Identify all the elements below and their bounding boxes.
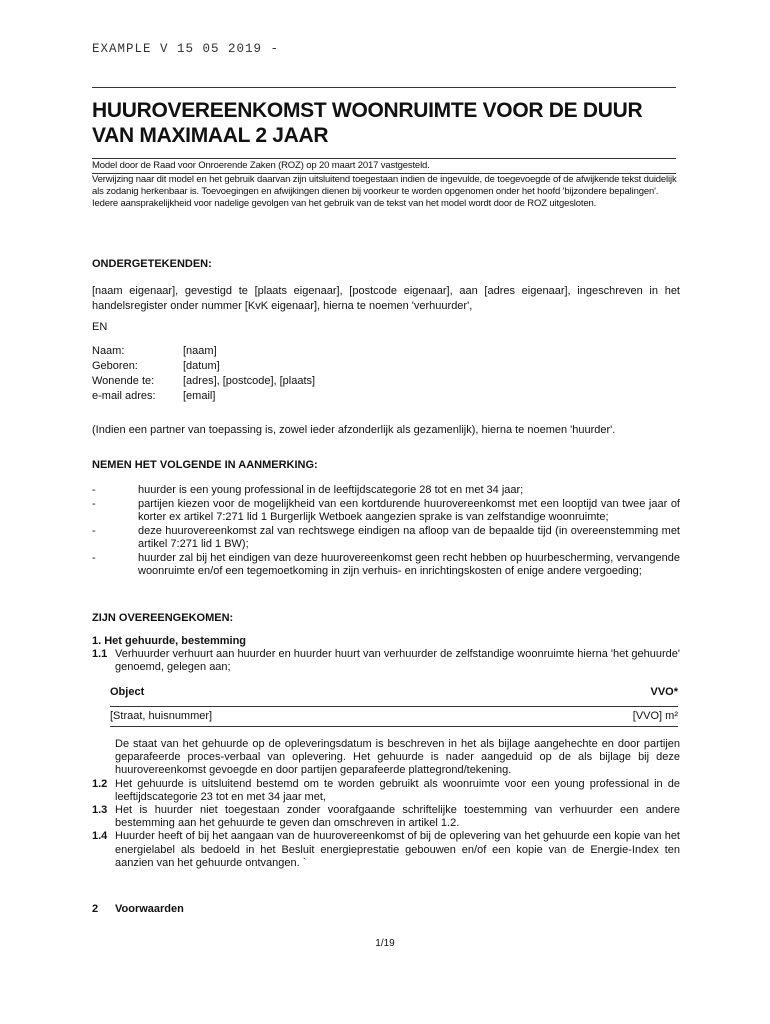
article-1-4 [92, 830, 680, 870]
model-note-line: Model door de Raad voor Onroerende Zaken (ROZ) op 20 maart 2017 vastgesteld. [92, 160, 430, 171]
verhuurder-text: [naam eigenaar], gevestigd te [plaats eigenaar], [postcode eigenaar], aan [adres eigenaar], ingeschreven in het handelsregister onder nummer [KvK eigenaar], hierna te noemen 'verhuurder', [92, 285, 680, 312]
list-item-text: huurder is een young professional in de leeftijdscategorie 28 tot en met 34 jaar; [138, 484, 524, 496]
field-value: [naam] [183, 345, 217, 357]
object-table-bottom-rule [110, 726, 678, 727]
article-number: 1.4 [92, 830, 108, 843]
article-text: Huurder heeft of bij het aangaan van de huurovereenkomst of bij de oplevering van het gehuurde een kopie van het energielabel als bedoeld in het Besluit energieprestatie gebouwen en/of een kopie van de Energie-Index ten aanzien van het gehuurde ontvangen. ` [115, 830, 680, 869]
bullet-dash: - [92, 497, 96, 510]
col-object: Object [110, 686, 145, 698]
aanmerking-heading: NEMEN HET VOLGENDE IN AANMERKING: [92, 459, 318, 471]
field-value: [adres], [postcode], [plaats] [183, 375, 316, 387]
object-table-header [110, 686, 678, 702]
object-table-divider [110, 706, 678, 707]
article-text: Het is huurder niet toegestaan zonder voorafgaande schriftelijke toestemming van verhuurder een andere bestemming aan het gehuurde te geven dan omschreven in artikel 1.2. [115, 804, 680, 830]
huurder-fields [92, 344, 315, 404]
section-number: 2 [92, 903, 99, 915]
article-text: Verhuurder verhuurt aan huurder en huurder huurt van verhuurder de zelfstandige woonruimte hierna 'het gehuurde' genoemd, gelegen aan; [115, 648, 680, 674]
field-value: [datum] [183, 360, 220, 372]
field-label: Naam: [92, 345, 125, 357]
aanmerking-list [92, 484, 680, 579]
document-title [92, 98, 682, 148]
article-1-1 [92, 648, 680, 674]
list-item [92, 525, 680, 552]
field-row [92, 359, 315, 374]
field-value: [email] [183, 390, 216, 402]
field-row [92, 344, 315, 359]
object-table [110, 686, 678, 727]
article-number: 1.2 [92, 777, 108, 790]
staat-text: De staat van het gehuurde op de opleveringsdatum is beschreven in het als bijlage aangehechte en door partijen geparafeerde proces-verbaal van oplevering. Het gehuurde is nader aangeduid op de als bijlage bij deze huurovereenkomst gevoegde en door partijen geparafeerde plattegrond/tekening. [115, 738, 680, 777]
list-item-text: deze huurovereenkomst zal van rechtswege eindigen na afloop van de bepaalde tijd (in overeenstemming met artikel 7:271 lid 1 BW); [138, 524, 680, 550]
title-line-2: VAN MAXIMAAL 2 JAAR [92, 124, 329, 147]
field-row [92, 374, 315, 389]
list-item-text: partijen kiezen voor de mogelijkheid van een kortdurende huurovereenkomst met een looptijd van twee jaar of korter ex artikel 7:271 lid 1 Burgerlijk Wetboek aangezien sprake is van zelfstandige woonruimte; [138, 497, 680, 523]
bullet-dash: - [92, 484, 96, 496]
example-version-header: EXAMPLE V 15 05 2019 - [92, 42, 280, 56]
page-number: 1/19 [375, 938, 395, 949]
bullet-dash: - [92, 524, 96, 537]
vvo-value: [VVO] m² [632, 710, 678, 722]
articles-continued [92, 738, 680, 870]
huurder-text: (Indien een partner van toepassing is, zowel ieder afzonderlijk als gezamenlijk), hierna te noemen 'huurder'. [92, 424, 616, 436]
title-rule [92, 158, 676, 159]
section-2-heading [92, 903, 184, 915]
article-1-2 [92, 778, 680, 804]
overeengekomen-heading: ZIJN OVEREENGEKOMEN: [92, 612, 234, 624]
model-note-body: Verwijzing naar dit model en het gebruik daarvan zijn uitsluitend toegestaan indien de ingevulde, de toegevoegde of de afwijkende tekst duidelijk als zodanig herkenbaar is. Toevoegingen en afwijkingen dienen bij voorkeur te worden opgenomen onder het hoofd 'bijzondere bepalingen'. Iedere aansprakelijkheid voor nadelige gevolgen van het gebruik van de tekst van het model wordt door de ROZ uitgesloten. [92, 174, 677, 209]
object-value: [Straat, huisnummer] [110, 710, 213, 722]
field-label: Wonende te: [92, 375, 155, 387]
section-title: Voorwaarden [115, 903, 184, 915]
article-number: 1.3 [92, 804, 108, 817]
list-item [92, 484, 680, 498]
huurder-paragraph [92, 423, 680, 438]
article-1 [92, 635, 680, 675]
field-label: Geboren: [92, 360, 138, 372]
model-note [92, 160, 678, 210]
field-label: e-mail adres: [92, 390, 156, 402]
staat-paragraph [92, 738, 680, 778]
article-1-heading: 1. Het gehuurde, bestemming [92, 635, 247, 647]
list-item [92, 498, 680, 525]
field-row [92, 389, 315, 404]
article-text: Het gehuurde is uitsluitend bestemd om te worden gebruikt als woonruimte voor een young professional in de leeftijdscategorie 23 tot en met 34 jaar met, [115, 777, 680, 803]
header-rule [92, 87, 676, 88]
verhuurder-paragraph [92, 284, 680, 314]
list-item [92, 552, 680, 579]
article-number: 1.1 [92, 648, 108, 661]
object-table-row [110, 710, 678, 722]
model-note-rule [92, 173, 676, 174]
bullet-dash: - [92, 551, 96, 564]
article-1-3 [92, 804, 680, 830]
title-line-1: HUUROVEREENKOMST WOONRUIMTE VOOR DE DUUR [92, 99, 643, 122]
col-vvo: VVO* [650, 686, 678, 698]
list-item-text: huurder zal bij het eindigen van deze huurovereenkomst geen recht hebben op huurbescherming, vervangende woonruimte en/of een tegemoetkoming in zijn verhuis- en inrichtingskosten of enige andere vergoeding; [138, 551, 680, 577]
en-text: EN [92, 321, 108, 333]
ondergetekenden-heading: ONDERGETEKENDEN: [92, 258, 212, 270]
